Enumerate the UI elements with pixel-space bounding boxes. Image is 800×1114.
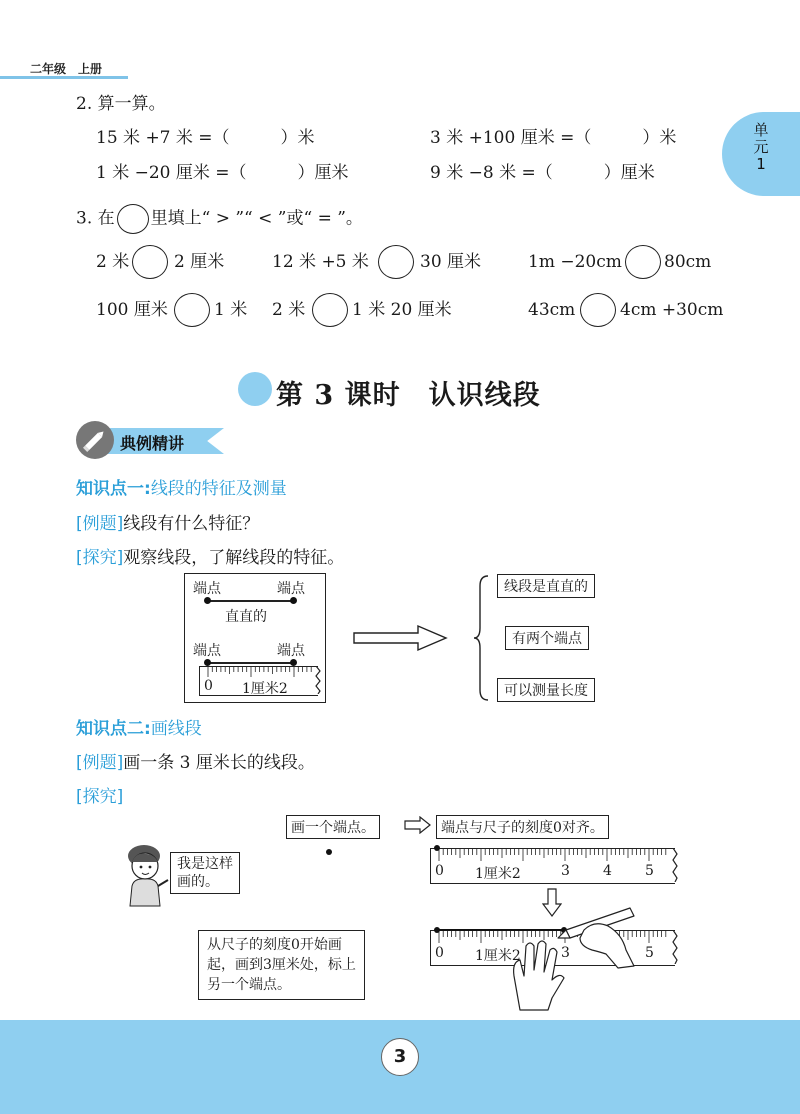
feature-box-1: 线段是直直的	[497, 574, 595, 598]
brace-icon	[472, 574, 490, 702]
student-illustration-icon	[122, 842, 172, 908]
pencil-icon	[76, 421, 114, 459]
q3-item-2-left: 12 米 +5 米	[272, 252, 369, 272]
feature-box-2: 有两个端点	[505, 626, 589, 650]
speech-bubble: 我是这样 画的。	[170, 852, 240, 894]
q3-item-1-right: 2 厘米	[174, 252, 225, 272]
q3-item-6-left: 43cm	[528, 300, 576, 320]
header-underline	[0, 76, 128, 79]
q3-answer-circle-2[interactable]	[378, 245, 414, 279]
kp1-heading: 知识点一:线段的特征及测量	[76, 479, 287, 499]
arrow-right-icon	[404, 816, 432, 834]
q2-item-2: 3 米 +100 厘米 =（ ）米	[430, 128, 677, 148]
banner-label: 典例精讲	[120, 434, 185, 453]
q2-item-1: 15 米 +7 米 =（ ）米	[96, 128, 315, 148]
book-header: 二年级 上册	[30, 62, 103, 76]
line-segment	[207, 662, 293, 664]
q3-answer-circle-6[interactable]	[580, 293, 616, 327]
q3-item-4-left: 100 厘米	[96, 300, 168, 320]
instruction-note: 从尺子的刻度0开始画 起，画到3厘米处，标上 另一个端点。	[198, 930, 365, 1000]
q3-item-4-right: 1 米	[214, 300, 248, 320]
endpoint-dot	[326, 849, 332, 855]
ruler: 0 1厘米2	[199, 666, 318, 696]
lesson-title: 第 3 课时 认识线段	[276, 380, 541, 411]
q3-item-5-left: 2 米	[272, 300, 306, 320]
endpoint-dot	[204, 659, 211, 666]
answer-circle-icon	[117, 204, 149, 234]
title-dot-icon	[238, 372, 272, 406]
q3-answer-circle-1[interactable]	[132, 245, 168, 279]
q3-item-3-right: 80cm	[664, 252, 712, 272]
q2-item-4: 9 米 −8 米 =（ ）厘米	[430, 163, 655, 183]
endpoint-dot	[290, 659, 297, 666]
q3-item-5-right: 1 米 20 厘米	[352, 300, 452, 320]
q3-answer-circle-3[interactable]	[625, 245, 661, 279]
q3-answer-circle-4[interactable]	[174, 293, 210, 327]
q3-item-1-left: 2 米	[96, 252, 130, 272]
kp2-explore: [探究]	[76, 787, 124, 807]
endpoint-dot	[434, 927, 440, 933]
drawing-hands-icon	[500, 906, 650, 1014]
endpoint-dot	[290, 597, 297, 604]
q3-item-6-right: 4cm +30cm	[620, 300, 724, 320]
feature-box-3: 可以测量长度	[497, 678, 595, 702]
ruler: 0 1厘米2 3 5	[430, 930, 675, 966]
kp2-heading: 知识点二:画线段	[76, 719, 202, 739]
q2-title: 2. 算一算。	[76, 94, 166, 114]
line-segment	[207, 600, 293, 602]
kp2-example: [例题]画一条 3 厘米长的线段。	[76, 753, 315, 773]
step-box-1: 画一个端点。	[286, 815, 380, 839]
q3-item-2-right: 30 厘米	[420, 252, 482, 272]
kp1-example: [例题]线段有什么特征？	[76, 514, 260, 534]
ruler: 0 1厘米2 3 4 5	[430, 848, 675, 884]
page-number: 3	[381, 1038, 419, 1076]
kp1-explore: [探究]观察线段，了解线段的特征。	[76, 548, 345, 568]
endpoint-dot	[434, 845, 440, 851]
segment-figure: 端点 端点 直直的 端点 端点 0 1厘米2	[184, 573, 326, 703]
q3-answer-circle-5[interactable]	[312, 293, 348, 327]
q3-item-3-left: 1m −20cm	[528, 252, 622, 272]
endpoint-dot	[204, 597, 211, 604]
q2-item-3: 1 米 −20 厘米 =（ ）厘米	[96, 163, 349, 183]
arrow-right-icon	[352, 624, 448, 652]
unit-tab-label: 单 元 1	[753, 121, 769, 173]
step-box-2: 端点与尺子的刻度0对齐。	[436, 815, 609, 839]
q3-title: 3. 在 里填上“ > ”“ < ”或“ = ”。	[76, 204, 363, 234]
